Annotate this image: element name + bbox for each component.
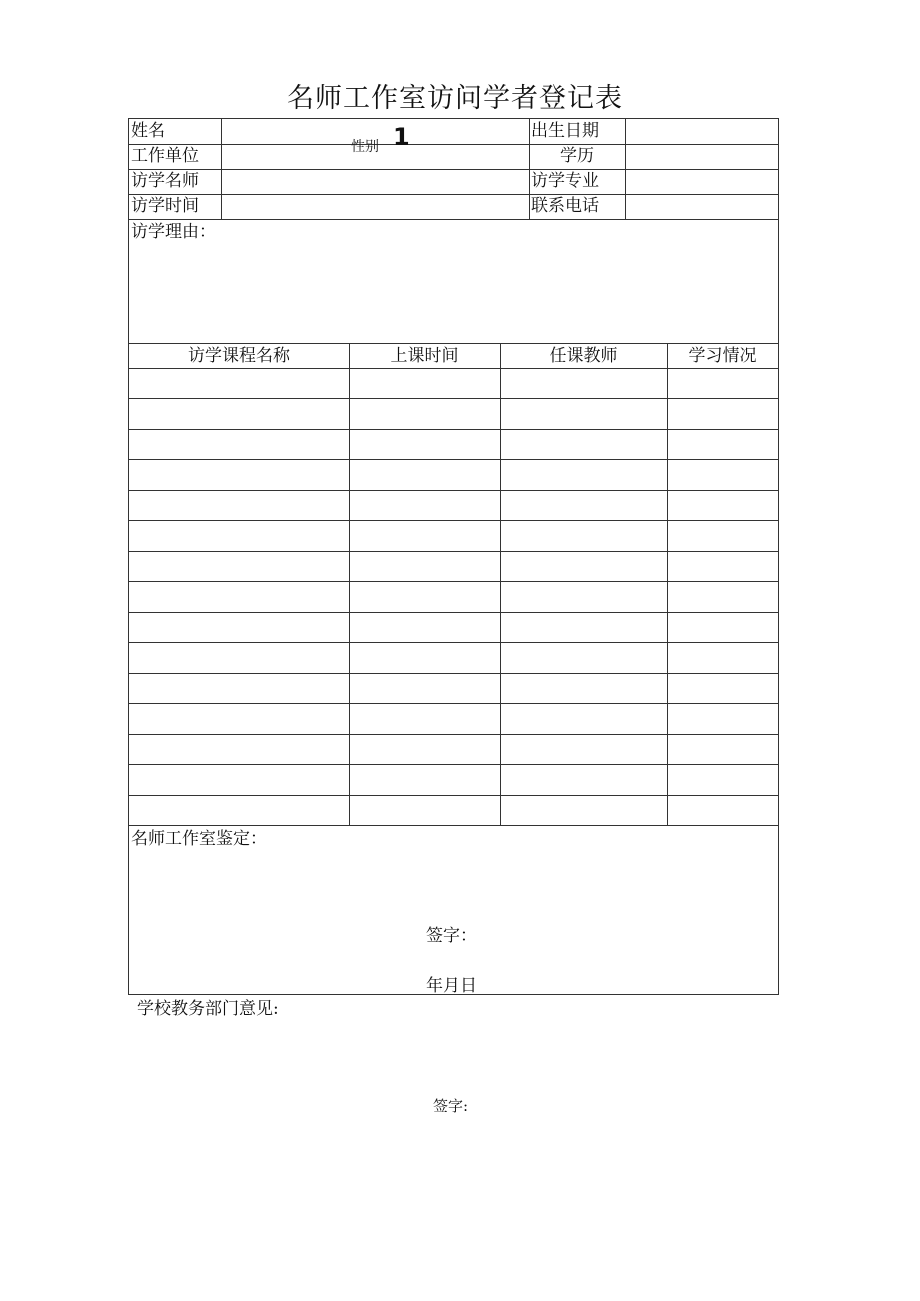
row-divider [129,551,778,552]
course-status-cell[interactable] [670,799,775,823]
course-teacher-cell[interactable] [503,402,664,426]
major-field[interactable] [627,170,777,193]
course-status-cell[interactable] [670,738,775,762]
row-divider [129,703,778,704]
appraisal-label: 名师工作室鉴定： [131,829,267,849]
course-status-cell[interactable] [670,707,775,731]
course-time-cell[interactable] [352,585,497,609]
course-name-cell[interactable] [131,463,346,487]
course-name-cell[interactable] [131,738,346,762]
course-name-cell[interactable] [131,372,346,396]
course-status-cell[interactable] [670,585,775,609]
row-divider [129,459,778,460]
row-divider [129,612,778,613]
course-name-cell[interactable] [131,585,346,609]
appraisal-signature-label: 签字： [426,926,477,946]
course-teacher-cell[interactable] [503,494,664,518]
course-name-cell[interactable] [131,524,346,548]
course-teacher-cell[interactable] [503,433,664,457]
course-time-cell[interactable] [352,707,497,731]
course-teacher-cell[interactable] [503,799,664,823]
course-teacher-cell[interactable] [503,555,664,579]
course-time-cell[interactable] [352,738,497,762]
row-divider [129,368,778,369]
course-time-cell[interactable] [352,555,497,579]
education-label: 学历 [560,146,594,166]
course-header-time: 上课时间 [390,346,459,366]
course-time-cell[interactable] [352,616,497,640]
course-time-cell[interactable] [352,677,497,701]
major-label: 访学专业 [531,171,599,191]
time-label: 访学时间 [131,196,199,216]
row-divider [129,673,778,674]
col-divider [625,119,626,219]
school-opinion-label: 学校教务部门意见: [137,999,279,1019]
course-teacher-cell[interactable] [503,768,664,792]
phone-label: 联系电话 [531,196,599,216]
time-field[interactable] [223,195,527,218]
col-divider [349,343,350,825]
course-header-name: 访学课程名称 [188,346,290,366]
course-name-cell[interactable] [131,555,346,579]
appraisal-date-label: 年月日 [426,976,477,996]
row-divider [129,642,778,643]
row-divider [129,490,778,491]
row-divider [129,520,778,521]
course-teacher-cell[interactable] [503,463,664,487]
course-time-cell[interactable] [352,524,497,548]
course-status-cell[interactable] [670,402,775,426]
course-teacher-cell[interactable] [503,524,664,548]
course-status-cell[interactable] [670,768,775,792]
course-name-cell[interactable] [131,494,346,518]
gender-overlay-value: 1 [393,123,410,151]
course-status-cell[interactable] [670,463,775,487]
course-name-cell[interactable] [131,799,346,823]
course-name-cell[interactable] [131,402,346,426]
course-teacher-cell[interactable] [503,707,664,731]
course-status-cell[interactable] [670,677,775,701]
course-status-cell[interactable] [670,646,775,670]
col-divider [667,343,668,825]
course-teacher-cell[interactable] [503,646,664,670]
row-divider [129,398,778,399]
name-label: 姓名 [131,121,165,141]
row-divider [129,795,778,796]
birth-field[interactable] [627,120,777,143]
row-divider [129,219,778,220]
course-status-cell[interactable] [670,555,775,579]
form-title: 名师工作室访问学者登记表 [287,83,623,114]
row-divider [129,734,778,735]
course-header-teacher: 任课教师 [549,346,618,366]
row-divider [129,825,778,826]
course-name-cell[interactable] [131,646,346,670]
course-status-cell[interactable] [670,433,775,457]
course-status-cell[interactable] [670,524,775,548]
course-header-status: 学习情况 [688,346,757,366]
teacher-label: 访学名师 [131,171,199,191]
col-divider [529,119,530,219]
row-divider [129,581,778,582]
col-divider [221,119,222,219]
gender-overlay-label: 性别 [351,139,379,155]
row-divider [129,343,778,344]
birth-label: 出生日期 [531,121,599,141]
teacher-field[interactable] [223,170,527,193]
form-table [128,118,779,995]
course-time-cell[interactable] [352,768,497,792]
course-teacher-cell[interactable] [503,585,664,609]
course-time-cell[interactable] [352,372,497,396]
course-time-cell[interactable] [352,799,497,823]
row-divider [129,764,778,765]
col-divider [500,343,501,825]
course-teacher-cell[interactable] [503,616,664,640]
phone-field[interactable] [627,195,777,218]
row-divider [129,429,778,430]
course-name-cell[interactable] [131,768,346,792]
course-time-cell[interactable] [352,402,497,426]
reason-field[interactable] [131,245,775,339]
course-time-cell[interactable] [352,646,497,670]
course-status-cell[interactable] [670,616,775,640]
course-name-cell[interactable] [131,677,346,701]
course-name-cell[interactable] [131,616,346,640]
course-teacher-cell[interactable] [503,677,664,701]
course-status-cell[interactable] [670,494,775,518]
course-status-cell[interactable] [670,372,775,396]
course-teacher-cell[interactable] [503,738,664,762]
reason-label: 访学理由： [131,222,216,242]
education-field[interactable] [627,145,777,168]
course-time-cell[interactable] [352,433,497,457]
course-name-cell[interactable] [131,433,346,457]
course-name-cell[interactable] [131,707,346,731]
course-time-cell[interactable] [352,463,497,487]
school-signature-label: 签字: [433,1097,469,1115]
course-teacher-cell[interactable] [503,372,664,396]
course-time-cell[interactable] [352,494,497,518]
unit-label: 工作单位 [131,146,199,166]
